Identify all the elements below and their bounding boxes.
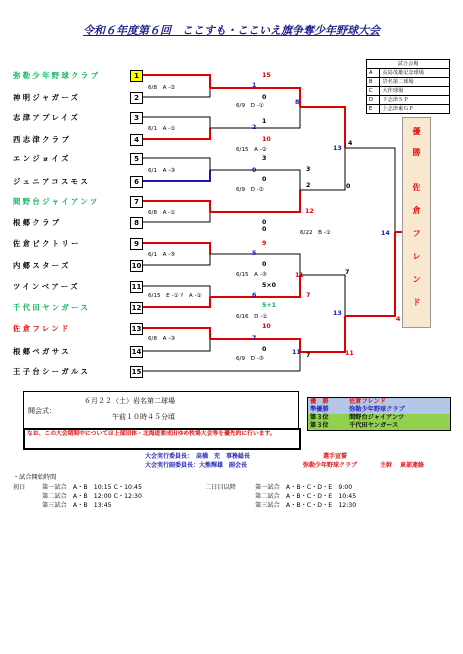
game-label: 6/9 D -③ xyxy=(236,356,264,362)
table-row xyxy=(367,78,450,87)
team-name: 西志津クラブ xyxy=(13,135,72,144)
team-name: 神明ジャガーズ xyxy=(13,93,81,102)
team-name: 王子台シーガルス xyxy=(13,367,91,376)
score: 12 xyxy=(305,208,314,215)
venue-name: 岩名第二球場 xyxy=(380,78,450,87)
game-label: 6/8 A -② xyxy=(148,85,176,91)
venue-header: 試合会場 xyxy=(367,60,450,69)
game-label: 6/15 A -② xyxy=(236,147,267,153)
score: 2 xyxy=(306,182,311,189)
score: 11 xyxy=(295,272,304,279)
score: 7 xyxy=(345,269,350,276)
score: 1 xyxy=(262,118,267,125)
score: 3 xyxy=(306,166,311,173)
score: 13 xyxy=(333,145,342,152)
opening-line2: 午前１０時４５分頃 xyxy=(112,413,175,421)
champion-team-char: ド xyxy=(412,298,421,307)
score: 9 xyxy=(262,240,267,247)
seed-box: 14 xyxy=(131,348,142,356)
team-name: 内郷スターズ xyxy=(13,261,71,270)
host-name: 東部連絡 xyxy=(400,462,425,469)
result-team: 弥勒少年野球クラブ xyxy=(349,406,405,413)
result-team: 間野台ジャイアンツ xyxy=(349,414,405,421)
table-row xyxy=(308,414,451,422)
seed-box: 12 xyxy=(131,304,142,312)
champion-label-char: 優 xyxy=(412,127,421,136)
seed-box: 8 xyxy=(130,217,143,229)
result-rank: 優 勝 xyxy=(310,398,329,405)
venue-code: B xyxy=(367,78,380,87)
score: 0 xyxy=(262,94,267,101)
seed-box: 1 xyxy=(130,70,143,82)
oath-team: 弥勒少年野球クラブ xyxy=(303,462,358,469)
seed-box: 13 xyxy=(131,325,142,333)
game-label: 6/8 A -③ xyxy=(148,336,176,342)
game-label: 6/1 A -③ xyxy=(148,168,176,174)
venue-name: 長島茂雄記念球場 xyxy=(380,69,450,78)
venue-table xyxy=(366,59,450,114)
seed-box: 9 xyxy=(130,238,143,250)
schedule-header: ・試合開始時間 xyxy=(13,474,57,481)
table-row xyxy=(367,69,450,78)
result-team: 千代田ヤンガース xyxy=(349,422,399,429)
opening-box xyxy=(23,391,299,429)
score: 2 xyxy=(252,124,257,131)
venue-name: 上志津東ＧＰ xyxy=(380,105,450,114)
page-title: 令和６年度第６回 ここすも・ここいえ旗争奪少年野球大会 xyxy=(83,24,380,37)
venue-code: D xyxy=(367,96,380,105)
score: 0 xyxy=(262,226,267,233)
official-line: 大会実行副委員長：大熊輝雄 副会長 xyxy=(145,462,248,469)
game-label: 6/9 D -① xyxy=(236,103,264,109)
score: 11 xyxy=(292,349,301,356)
seed-box: 6 xyxy=(130,176,143,188)
score: 0 xyxy=(252,167,257,174)
oath-label: 選手宣誓 xyxy=(323,453,348,460)
seed-box: 7 xyxy=(130,196,143,208)
table-row xyxy=(367,96,450,105)
schedule-day1-label: 初日 xyxy=(13,484,26,491)
seed-box: 4 xyxy=(130,134,143,146)
score: 0 xyxy=(262,346,267,353)
score: 0 xyxy=(262,219,267,226)
champion-label-char: 勝 xyxy=(412,148,421,157)
game-label: 6/9 D -② xyxy=(236,187,264,193)
team-name: 千代田ヤンガース xyxy=(13,303,91,312)
score: 6 xyxy=(252,292,257,299)
table-row xyxy=(367,87,450,96)
seed-box: 15 xyxy=(131,368,142,376)
venue-code: A xyxy=(367,69,380,78)
score: 5×0 xyxy=(262,282,277,289)
score: 3 xyxy=(262,155,267,162)
schedule-row: 第一試合 A・B・C・D・E 9:00 xyxy=(255,484,353,491)
score: 10 xyxy=(262,323,271,330)
team-name: 佐倉ビクトリー xyxy=(13,239,81,248)
table-row xyxy=(308,422,451,431)
score: 7 xyxy=(306,292,311,299)
score: 11 xyxy=(345,350,354,357)
team-name: エンジョイズ xyxy=(13,154,71,163)
score: 0 xyxy=(346,183,351,190)
venue-name: 下志津ＳＰ xyxy=(380,96,450,105)
opening-line1: ６月２２（土）岩名第二球場 xyxy=(84,397,175,405)
team-name: ツインベアーズ xyxy=(13,282,80,291)
schedule-day2-label: 二日目以降 xyxy=(205,484,236,491)
champion-box xyxy=(402,117,431,328)
host-label: 主幹 xyxy=(380,462,393,469)
results-table xyxy=(307,397,451,431)
game-label: 6/8 A -① xyxy=(148,210,176,216)
team-name: 弥勒少年野球クラブ xyxy=(13,71,101,80)
result-team: 佐倉フレンド xyxy=(349,398,386,405)
schedule-row: 第三試合 A・B・C・D・E 12:30 xyxy=(255,502,357,509)
score: 0 xyxy=(262,176,267,183)
score: 4 xyxy=(396,316,401,323)
schedule-row: 第二試合 A・B 12:00 C・12:30 xyxy=(42,493,142,500)
champion-team-char: ン xyxy=(412,275,421,284)
game-label: 6/15 A -③ xyxy=(236,272,267,278)
score: 7 xyxy=(306,352,311,359)
score: 10 xyxy=(262,136,271,143)
score: 5+1 xyxy=(262,302,277,309)
result-rank: 準優勝 xyxy=(310,406,329,413)
schedule-row: 第一試合 A・B 10:15 C・10:45 xyxy=(42,484,142,491)
champion-team-char: レ xyxy=(412,252,421,261)
result-rank: 第３位 xyxy=(310,414,329,421)
game-label: 6/22 B -① xyxy=(300,230,331,236)
seed-box: 5 xyxy=(130,153,143,165)
schedule-row: 第二試合 A・B・C・D・E 10:45 xyxy=(255,493,357,500)
table-row xyxy=(308,398,451,407)
seed-box: 2 xyxy=(130,92,143,104)
champion-team-char: フ xyxy=(412,229,421,238)
champion-team-char: 倉 xyxy=(412,206,421,215)
game-label: 6/16 D -① xyxy=(236,314,268,320)
team-name: ジュニアコスモス xyxy=(13,177,91,186)
score: 15 xyxy=(262,72,271,79)
official-line: 大会実行委員長： 高橋 充 事務総長 xyxy=(145,453,251,460)
seed-box: 10 xyxy=(131,262,142,270)
team-name: 根郷ペガサス xyxy=(13,347,71,356)
score: 14 xyxy=(381,230,390,237)
venue-code: C xyxy=(367,87,380,96)
score: 4 xyxy=(348,140,353,147)
team-name: 間野台ジャイアンツ xyxy=(13,197,100,206)
table-row xyxy=(308,406,451,414)
score: 13 xyxy=(333,310,342,317)
opening-label: 開会式： xyxy=(28,407,56,415)
team-name: 佐倉フレンド xyxy=(13,324,71,333)
game-label: 6/15 E -① ? A -① xyxy=(148,293,202,299)
team-name: 根郷クラブ xyxy=(13,218,62,227)
score: 5 xyxy=(252,250,257,257)
notice-box: なお、この大会期間中については上部団体・北海道要成田ゆめ牧場大会等を優先的に行います。 xyxy=(23,428,301,450)
game-label: 6/1 A -① xyxy=(148,126,176,132)
score: 1 xyxy=(252,82,257,89)
score: 8 xyxy=(295,99,300,106)
champion-team-char: 佐 xyxy=(412,183,421,192)
result-rank: 第３位 xyxy=(310,422,329,429)
seed-box: 3 xyxy=(130,112,143,124)
seed-box: 11 xyxy=(131,283,142,291)
team-name: 志津アプレイズ xyxy=(13,113,81,122)
score: 7 xyxy=(252,335,257,342)
score: 0 xyxy=(262,261,267,268)
venue-name: 大作球場 xyxy=(380,87,450,96)
schedule-row: 第三試合 A・B 13:45 xyxy=(42,502,112,509)
table-row xyxy=(367,105,450,114)
game-label: 6/1 A -⑤ xyxy=(148,252,176,258)
venue-code: E xyxy=(367,105,380,114)
